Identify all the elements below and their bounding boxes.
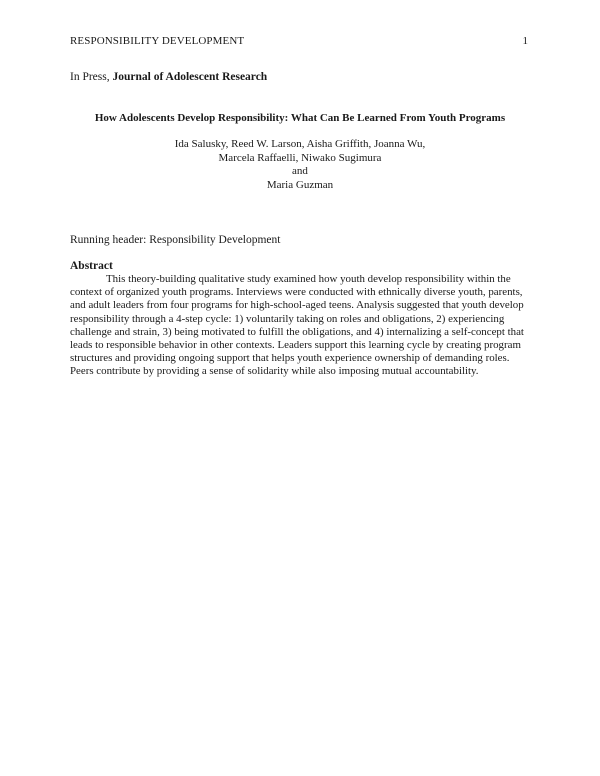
- author-line: Marcela Raffaelli, Niwako Sugimura: [218, 151, 382, 164]
- running-head: RESPONSIBILITY DEVELOPMENT: [70, 35, 245, 47]
- author-line: Ida Salusky, Reed W. Larson, Aisha Griffith, Joanna Wu,: [174, 138, 426, 150]
- author-line: Maria Guzman: [266, 178, 334, 191]
- abstract-body: This theory-building qualitative study examined how youth develop responsibility within the context of organized youth programs. Interviews were conducted with ethnically diverse youth, parents, and adult leaders from four programs for high-school-aged teens. Analysis suggested that youth develop responsibility through a 4-step cycle: 1) voluntarily taking on roles and obligations, 2) experiencing challenge and strain, 3) being motivated to fulfill the obligations, and 4) internalizing a self-concept that leads to responsible behavior in other contexts. Leaders support this learning cycle by creating program structures and providing ongoing support that helps youth experience ownership of demanding roles. Peers contribute by providing a sense of solidarity while also imposing mutual accountability.: [70, 273, 524, 378]
- author-line: and: [292, 165, 308, 177]
- page-number: 1: [522, 35, 528, 47]
- publication-prefix: In Press,: [70, 71, 113, 83]
- publication-line: [70, 71, 267, 83]
- paper-title: How Adolescents Develop Responsibility: What Can Be Learned From Youth Programs: [94, 112, 506, 124]
- running-header-note: Running header: Responsibility Development: [70, 234, 281, 246]
- abstract-heading: Abstract: [70, 260, 113, 272]
- journal-name: Journal of Adolescent Research: [112, 71, 268, 83]
- author-list: [70, 138, 530, 192]
